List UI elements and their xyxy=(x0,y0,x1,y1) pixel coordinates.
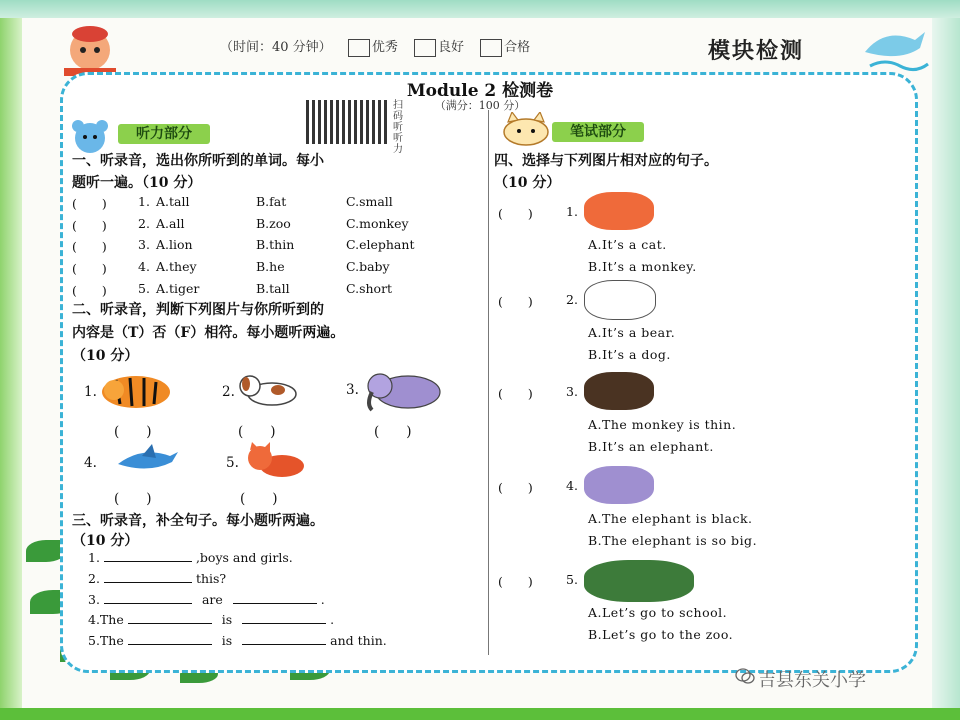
q4-option-a: A.It’s a cat. xyxy=(588,237,667,252)
q1-item-number: 2. xyxy=(138,216,150,231)
q1-item-number: 4. xyxy=(138,259,150,274)
elephant-picture-icon xyxy=(584,466,654,504)
q4-heading: （10 分） xyxy=(494,175,561,191)
page-subtitle: （满分：100 分） xyxy=(434,99,526,112)
q4-item-number: 1. xyxy=(566,204,578,219)
q3-heading: 三、听录音，补全句子。每小题听两遍。 xyxy=(72,513,324,529)
q4-answer-bracket[interactable]: ( ) xyxy=(498,294,533,309)
q3-item-number: 4.The xyxy=(88,612,124,627)
dog-picture-icon xyxy=(234,372,304,410)
q4-option-b: B.It’s an elephant. xyxy=(588,439,714,454)
header-info xyxy=(220,36,530,57)
time-label: （时间：40 分钟） xyxy=(220,40,332,55)
top-bar xyxy=(0,0,960,18)
q1-option-a: A.tiger xyxy=(156,281,200,296)
q3-item-number: 5.The xyxy=(88,633,124,648)
q1-option-b: B.he xyxy=(256,259,285,274)
q4-option-a: A.Let’s go to school. xyxy=(588,605,728,620)
page-title: Module 2 检测卷 xyxy=(406,81,554,101)
q4-option-a: A.It’s a bear. xyxy=(588,325,676,340)
cat-picture-icon xyxy=(242,442,308,480)
q1-item-number: 3. xyxy=(138,237,150,252)
mascot-icon xyxy=(50,20,130,78)
left-background-strip xyxy=(0,18,22,708)
q3-sentence-text: . xyxy=(330,612,335,627)
q1-option-c: C.small xyxy=(346,194,393,209)
q2-item-label: 3. xyxy=(346,382,359,398)
q1-option-c: C.elephant xyxy=(346,237,415,252)
q4-answer-bracket[interactable]: ( ) xyxy=(498,480,533,495)
q3-sentence-text: is xyxy=(221,612,233,627)
wechat-icon xyxy=(735,668,755,684)
q3-item-number: 2. xyxy=(88,571,100,586)
q3-blank-field[interactable] xyxy=(128,644,212,645)
q1-heading: 题听一遍。（10 分） xyxy=(72,175,202,191)
module-badge: 模块检测 xyxy=(708,39,805,64)
q3-blank-field[interactable] xyxy=(128,623,212,624)
q1-item-number: 5. xyxy=(138,281,150,296)
q4-option-b: B.It’s a dog. xyxy=(588,347,671,362)
q1-option-b: B.tall xyxy=(256,281,290,296)
right-background-strip xyxy=(932,18,960,708)
q4-answer-bracket[interactable]: ( ) xyxy=(498,574,533,589)
q3-sentence-row xyxy=(88,592,325,607)
q1-option-a: A.all xyxy=(156,216,185,231)
dog-picture-icon xyxy=(584,280,656,320)
q4-item-number: 2. xyxy=(566,292,578,307)
q4-option-a: A.The monkey is thin. xyxy=(588,417,737,432)
grade-label: 合格 xyxy=(504,40,531,55)
q1-option-c: C.baby xyxy=(346,259,390,274)
q4-item-number: 4. xyxy=(566,478,578,493)
q4-item-number: 3. xyxy=(566,384,578,399)
cat-mascot-icon xyxy=(498,112,554,146)
bottom-bar xyxy=(0,708,960,720)
q3-heading: （10 分） xyxy=(72,533,139,549)
q3-sentence-row xyxy=(88,612,334,627)
dolphin-icon xyxy=(860,22,930,72)
listening-section-tag: 听力部分 xyxy=(118,124,210,144)
q3-item-number: 3. xyxy=(88,592,100,607)
q3-blank-field[interactable] xyxy=(233,603,317,604)
q2-item-label: 4. xyxy=(84,455,97,471)
q1-answer-bracket[interactable]: ( ) xyxy=(72,196,107,211)
cat-picture-icon xyxy=(584,192,654,230)
q3-blank-field[interactable] xyxy=(242,644,326,645)
q4-answer-bracket[interactable]: ( ) xyxy=(498,386,533,401)
q2-answer-bracket[interactable]: ( ) xyxy=(114,424,152,440)
q1-item-number: 1. xyxy=(138,194,150,209)
qr-note: 扫码听听力 xyxy=(393,100,403,155)
q3-sentence-text: this? xyxy=(195,571,227,586)
q3-blank-field[interactable] xyxy=(104,561,192,562)
q4-option-a: A.The elephant is black. xyxy=(588,511,753,526)
grade-label: 优秀 xyxy=(371,40,398,55)
monkey-picture-icon xyxy=(584,372,654,410)
q2-heading: 二、听录音，判断下列图片与你所听到的 xyxy=(72,302,324,318)
q3-sentence-row xyxy=(88,571,226,586)
q2-heading: （10 分） xyxy=(72,348,139,364)
writing-section-tag: 笔试部分 xyxy=(552,122,644,142)
q1-option-b: B.zoo xyxy=(256,216,291,231)
q2-item-label: 2. xyxy=(222,384,235,400)
grade-label: 良好 xyxy=(437,40,464,55)
q3-item-number: 1. xyxy=(88,550,100,565)
q3-sentence-text: ,boys and girls. xyxy=(195,550,293,565)
grade-checkbox[interactable] xyxy=(414,39,436,57)
zoo-picture-icon xyxy=(584,560,694,602)
q2-item-label: 5. xyxy=(226,455,239,471)
elephant-picture-icon xyxy=(358,370,448,412)
q1-answer-bracket[interactable]: ( ) xyxy=(72,218,107,233)
q3-sentence-row xyxy=(88,550,293,565)
q3-blank-field[interactable] xyxy=(104,582,192,583)
q2-heading: 内容是（T）否（F）相符。每小题听两遍。 xyxy=(72,325,345,341)
q3-sentence-row xyxy=(88,633,387,648)
q3-sentence-text: . xyxy=(320,592,325,607)
grade-checkbox[interactable] xyxy=(480,39,502,57)
grade-checkbox[interactable] xyxy=(348,39,370,57)
q3-blank-field[interactable] xyxy=(242,623,326,624)
q1-option-b: B.thin xyxy=(256,237,295,252)
watermark-text: 吉县东关小学 xyxy=(758,670,866,691)
q1-option-c: C.short xyxy=(346,281,393,296)
q1-answer-bracket[interactable]: ( ) xyxy=(72,261,107,276)
q2-answer-bracket[interactable]: ( ) xyxy=(238,424,276,440)
q2-answer-bracket[interactable]: ( ) xyxy=(374,424,412,440)
q2-answer-bracket[interactable]: ( ) xyxy=(114,491,152,507)
q3-sentence-text: is xyxy=(221,633,233,648)
q1-answer-bracket[interactable]: ( ) xyxy=(72,283,107,298)
q1-option-b: B.fat xyxy=(256,194,287,209)
bird-picture-icon xyxy=(112,442,182,476)
q4-option-b: B.It’s a monkey. xyxy=(588,259,697,274)
q1-option-a: A.tall xyxy=(156,194,190,209)
q4-option-b: B.Let’s go to the zoo. xyxy=(588,627,734,642)
q4-option-b: B.The elephant is so big. xyxy=(588,533,758,548)
q1-option-a: A.they xyxy=(156,259,197,274)
q3-sentence-text: and thin. xyxy=(330,633,387,648)
q3-sentence-text: are xyxy=(201,592,223,607)
q2-item-label: 1. xyxy=(84,384,97,400)
tiger-picture-icon xyxy=(96,370,176,412)
q4-heading: 四、选择与下列图片相对应的句子。 xyxy=(494,153,718,169)
q1-heading: 一、听录音，选出你所听到的单词。每小 xyxy=(72,153,324,169)
qr-code-icon[interactable] xyxy=(306,100,388,144)
q1-option-c: C.monkey xyxy=(346,216,409,231)
q3-blank-field[interactable] xyxy=(104,603,192,604)
q1-answer-bracket[interactable]: ( ) xyxy=(72,239,107,254)
q2-answer-bracket[interactable]: ( ) xyxy=(240,491,278,507)
column-divider xyxy=(488,110,489,655)
q1-option-a: A.lion xyxy=(156,237,193,252)
q4-item-number: 5. xyxy=(566,572,578,587)
q4-answer-bracket[interactable]: ( ) xyxy=(498,206,533,221)
